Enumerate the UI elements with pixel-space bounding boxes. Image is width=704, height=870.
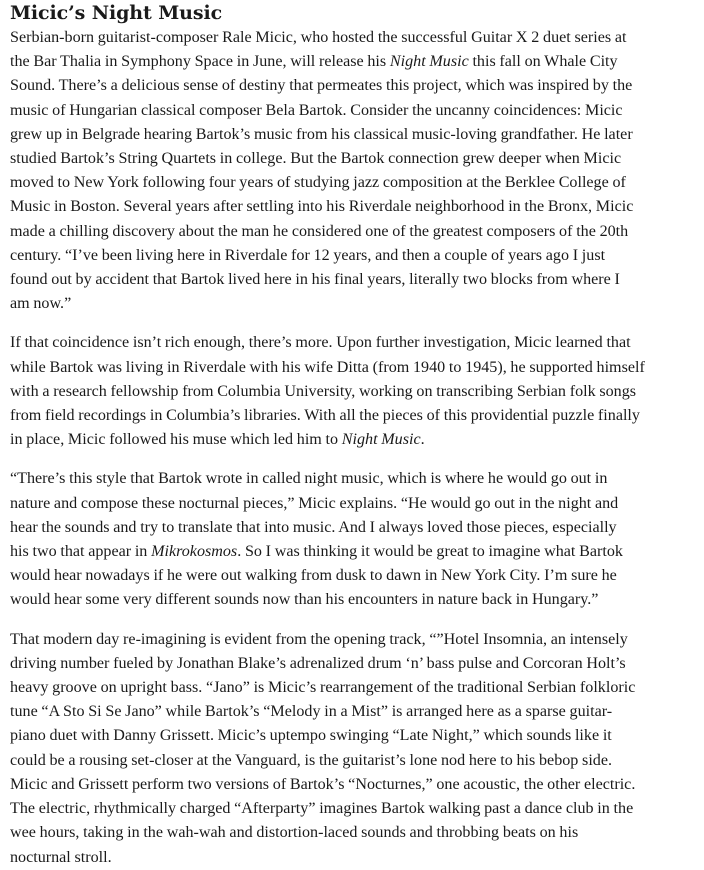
text-line bbox=[10, 244, 702, 268]
text-segment: That modern day re-imagining is evident from the opening track, “”Hotel Insomnia, an intensely bbox=[10, 630, 628, 648]
paragraph bbox=[10, 467, 702, 612]
text-segment: while Bartok was living in Riverdale with his wife Ditta (from 1940 to 1945), he supported himself bbox=[10, 358, 645, 376]
text-line bbox=[10, 292, 702, 316]
text-segment: could be a rousing set-closer at the Vanguard, is the guitarist’s lone nod here to his bebop side. bbox=[10, 751, 613, 769]
text-segment: century. “I’ve been living here in Riverdale for 12 years, and then a couple of years ago I just bbox=[10, 246, 606, 264]
article-body bbox=[10, 26, 702, 870]
italic-title: Mikrokosmos bbox=[151, 543, 238, 561]
text-line bbox=[10, 404, 702, 428]
text-segment: Serbian-born guitarist-composer Rale Micic, who hosted the successful Guitar X 2 duet series at bbox=[10, 29, 627, 46]
text-line bbox=[10, 676, 702, 700]
article bbox=[10, 0, 702, 870]
paragraph bbox=[10, 628, 702, 870]
text-segment: . bbox=[420, 431, 425, 449]
text-segment: the Bar Thalia in Symphony Space in June, will release his bbox=[10, 53, 390, 71]
text-segment: with a research fellowship from Columbia University, working on transcribing Serbian folk songs bbox=[10, 382, 637, 400]
text-segment: nocturnal stroll. bbox=[10, 848, 112, 866]
text-line bbox=[10, 821, 702, 845]
text-line bbox=[10, 356, 702, 380]
text-segment: moved to New York following four years of studying jazz composition at the Berklee College of bbox=[10, 174, 626, 192]
text-line bbox=[10, 428, 702, 452]
text-segment: piano duet with Danny Grissett. Micic’s uptempo swinging “Late Night,” which sounds like it bbox=[10, 727, 612, 745]
text-line bbox=[10, 492, 702, 516]
text-line bbox=[10, 628, 702, 652]
paragraph bbox=[10, 26, 702, 316]
text-segment: Sound. There’s a delicious sense of destiny that permeates this project, which was inspired by the bbox=[10, 77, 633, 95]
text-segment: nature and compose these nocturnal pieces,” Micic explains. “He would go out in the night and bbox=[10, 494, 619, 512]
text-segment: Micic and Grissett perform two versions of Bartok’s “Nocturnes,” one acoustic, the other electric. bbox=[10, 775, 636, 793]
text-line bbox=[10, 195, 702, 219]
text-line bbox=[10, 749, 702, 773]
text-line bbox=[10, 797, 702, 821]
text-segment: found out by accident that Bartok lived here in his final years, literally two blocks from where I bbox=[10, 271, 620, 289]
text-segment: . So I was thinking it would be great to imagine what Bartok bbox=[237, 543, 623, 561]
text-segment: wee hours, taking in the wah-wah and distortion-laced sounds and throbbing beats on his bbox=[10, 824, 579, 842]
text-line bbox=[10, 171, 702, 195]
article-title: Micic’s Night Music bbox=[10, 2, 223, 24]
text-segment: studied Bartok’s String Quartets in college. But the Bartok connection grew deeper when Micic bbox=[10, 150, 622, 168]
text-segment: hear the sounds and try to translate that into music. And I always loved those pieces, especially bbox=[10, 518, 617, 536]
italic-title: Night Music bbox=[389, 53, 469, 71]
text-line bbox=[10, 724, 702, 748]
text-segment: from field recordings in Columbia’s libraries. With all the pieces of this providential puzzle finally bbox=[10, 407, 640, 425]
text-line bbox=[10, 773, 702, 797]
text-segment: “There’s this style that Bartok wrote in called night music, which is where he would go out in bbox=[10, 470, 608, 488]
text-line bbox=[10, 588, 702, 612]
text-line bbox=[10, 123, 702, 147]
text-line bbox=[10, 380, 702, 404]
text-line bbox=[10, 652, 702, 676]
text-line bbox=[10, 467, 702, 491]
text-segment: Music in Boston. Several years after settling into his Riverdale neighborhood in the Bronx, Micic bbox=[10, 198, 634, 216]
text-line bbox=[10, 331, 702, 355]
text-line bbox=[10, 220, 702, 244]
text-line bbox=[10, 26, 702, 50]
text-segment: am now.” bbox=[10, 295, 72, 313]
text-segment: heavy groove on upright bass. “Jano” is Micic’s rearrangement of the traditional Serbian folkloric bbox=[10, 679, 636, 697]
text-segment: driving number fueled by Jonathan Blake’s adrenalized drum ‘n’ bass pulse and Corcoran Holt’s bbox=[10, 654, 626, 672]
text-segment: If that coincidence isn’t rich enough, there’s more. Upon further investigation, Micic learned that bbox=[10, 334, 631, 352]
text-segment: The electric, rhythmically charged “Afterparty” imagines Bartok walking past a dance club in the bbox=[10, 800, 634, 818]
text-line bbox=[10, 516, 702, 540]
text-segment: would hear nowadays if he were out walking from dusk to dawn in New York City. I’m sure he bbox=[10, 567, 617, 585]
text-line bbox=[10, 540, 702, 564]
text-line bbox=[10, 700, 702, 724]
text-segment: in place, Micic followed his muse which led him to bbox=[10, 431, 342, 449]
text-segment: music of Hungarian classical composer Bela Bartok. Consider the uncanny coincidences: Micic bbox=[10, 101, 623, 119]
text-line bbox=[10, 268, 702, 292]
text-segment: his two that appear in bbox=[10, 543, 152, 561]
text-segment: would hear some very different sounds now than his encounters in nature back in Hungary.” bbox=[10, 591, 599, 609]
text-segment: tune “A Sto Si Se Jano” while Bartok’s “Melody in a Mist” is arranged here as a sparse guitar- bbox=[10, 703, 613, 721]
text-line bbox=[10, 74, 702, 98]
italic-title: Night Music bbox=[341, 431, 421, 449]
paragraph bbox=[10, 331, 702, 452]
text-segment: grew up in Belgrade hearing Bartok’s music from his classical music-loving grandfather. He later bbox=[10, 125, 633, 143]
text-segment: this fall on Whale City bbox=[468, 53, 618, 71]
text-segment: made a chilling discovery about the man he considered one of the greatest composers of the 20th bbox=[10, 222, 629, 240]
text-line bbox=[10, 99, 702, 123]
text-line bbox=[10, 564, 702, 588]
text-line bbox=[10, 50, 702, 74]
text-line bbox=[10, 147, 702, 171]
